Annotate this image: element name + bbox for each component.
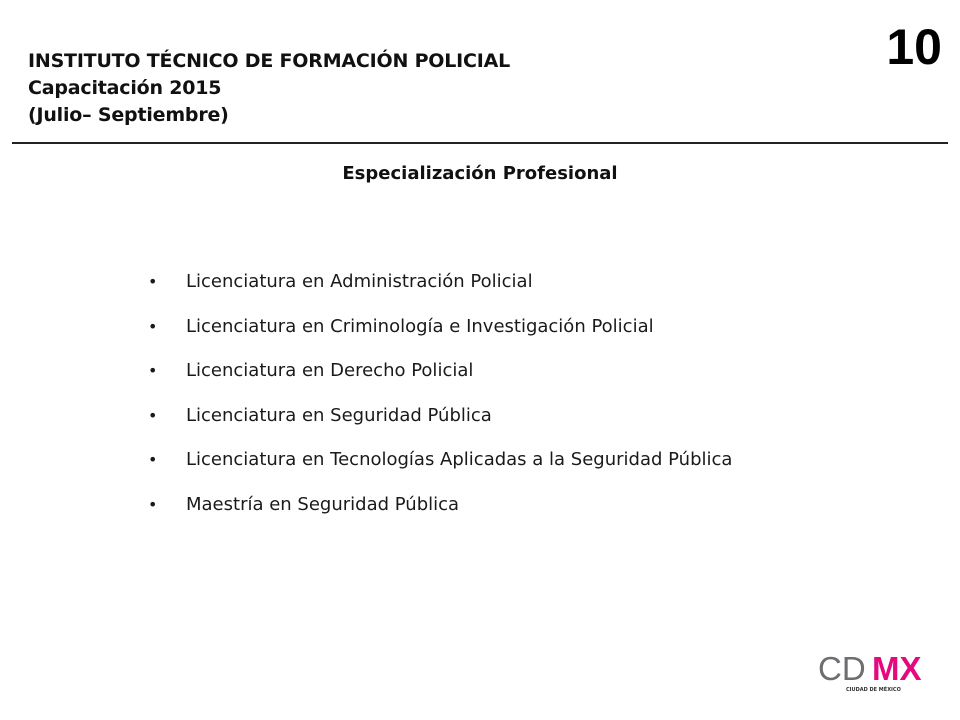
header-divider bbox=[12, 142, 948, 144]
list-item-label: Licenciatura en Seguridad Pública bbox=[186, 404, 492, 426]
list-item bbox=[148, 313, 732, 358]
training-period: (Julio– Septiembre) bbox=[28, 104, 229, 126]
section-title: Especialización Profesional bbox=[342, 163, 618, 184]
list-item bbox=[148, 357, 732, 402]
logo-subtitle: CIUDAD DE MÉXICO bbox=[846, 687, 901, 693]
list-item bbox=[148, 268, 732, 313]
header bbox=[28, 48, 510, 129]
program-list bbox=[148, 268, 732, 536]
logo-text-mx: MX bbox=[872, 652, 922, 687]
list-item-label: Maestría en Seguridad Pública bbox=[186, 493, 460, 515]
list-item bbox=[148, 402, 732, 447]
list-item-label: Licenciatura en Administración Policial bbox=[186, 271, 533, 292]
cdmx-logo bbox=[818, 652, 928, 694]
list-item-label: Licenciatura en Criminología e Investigación Policial bbox=[186, 315, 654, 337]
list-item bbox=[148, 491, 732, 536]
institute-name: INSTITUTO TÉCNICO DE FORMACIÓN POLICIAL bbox=[28, 50, 511, 72]
bullet-icon: • bbox=[148, 405, 158, 425]
bullet-icon: • bbox=[148, 450, 158, 470]
bullet-icon: • bbox=[148, 316, 158, 336]
list-item-label: Licenciatura en Tecnologías Aplicadas a la Seguridad Pública bbox=[186, 449, 733, 471]
logo-text-cd: CD bbox=[818, 652, 866, 687]
list-item-label: Licenciatura en Derecho Policial bbox=[186, 360, 474, 382]
bullet-icon: • bbox=[148, 494, 158, 514]
bullet-icon: • bbox=[148, 361, 158, 381]
bullet-icon: • bbox=[148, 272, 158, 291]
training-year: Capacitación 2015 bbox=[28, 77, 222, 99]
page-number: 10 bbox=[886, 19, 942, 75]
list-item bbox=[148, 446, 732, 491]
